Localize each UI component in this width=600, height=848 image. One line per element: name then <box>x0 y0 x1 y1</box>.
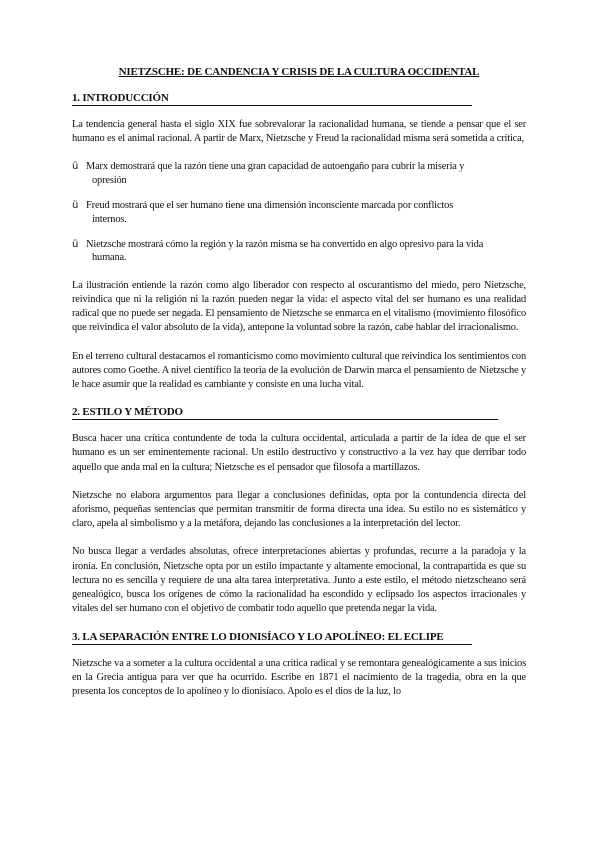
checkmark-bullet-icon: ü <box>72 161 79 173</box>
paragraph: Busca hacer una crítica contundente de toda la cultura occidental, articulada a partir de la idea de que el ser humano es un ser eminentemente racional. Un estilo destructivo y constructivo a la vez hay que derribar todo aquello que anda mal en la cultura; Nietzsche es el pensador que filosofa a martillazos. <box>72 433 526 473</box>
document-title: NIETZSCHE: DE CANDENCIA Y CRISIS DE LA CULTURA OCCIDENTAL <box>118 66 480 78</box>
paragraph: En el terreno cultural destacamos el romanticismo como movimiento cultural que reivindica los sentimientos con autores como Goethe. A nivel científico la teoría de la evolución de Darwin marca el pensamiento de Nietzsche y le hace asumir que la realidad es cambiante y consiste en una lucha vital. <box>72 350 526 391</box>
bullet-text: Nietzsche mostrará cómo la región y la razón misma se ha convertido en algo opresivo para la vida <box>86 239 484 251</box>
paragraph: La tendencia general hasta el siglo XIX fue sobrevalorar la racionalidad humana, se tiende a pensar que el ser humano es el animal racional. A partir de Marx, Nietzsche y Freud la racionalidad misma será sometida a crítica, <box>72 119 526 145</box>
bullet-text-cont: internos. <box>92 213 127 225</box>
checkmark-bullet-icon: ü <box>72 239 79 251</box>
section-heading-introduccion: 1. INTRODUCCIÓN <box>72 92 472 106</box>
paragraph: Nietzsche no elabora argumentos para llegar a conclusiones definidas, opta por la contundencia directa del aforismo, pequeñas sentencias que permitan transmitir de forma directa una idea. Su estilo no es sistemático y claro, apela al simbolismo y a la metáfora, dejando las conclusiones a la interpretación del lector. <box>72 489 526 530</box>
bullet-text: Marx demostrará que la razón tiene una gran capacidad de autoengaño para cubrir la miseria y <box>86 161 465 173</box>
list-item <box>72 160 526 187</box>
paragraph: Nietzsche va a someter a la cultura occidental a una crítica radical y se remontara genealógicamente a sus inicios en la Grecia antigua para ver que ha ocurrido. Escribe en 1871 el nacimiento de la tragedia, obra en la que presenta los conceptos de lo apolíneo y lo dionisíaco. Apolo es el dios de la luz, lo <box>72 657 526 697</box>
paragraph: La ilustración entiende la razón como algo liberador con respecto al oscurantismo del miedo, pero Nietzsche, reivindica que ni la religión ni la razón pueden negar la vida: el aspecto vital del ser humano es una realidad radical que no puede ser negada. El pensamiento de Nietzsche se enmarca en el vitalismo (movimiento filosófico que reivindica el valor absoluto de la vida), antepone la voluntad sobre la razón, cabe hablar del irracionalismo. <box>72 279 526 334</box>
bullet-list <box>72 160 526 264</box>
bullet-text: Freud mostrará que el ser humano tiene una dimensión inconsciente marcada por conflictos <box>86 200 454 212</box>
checkmark-bullet-icon: ü <box>72 200 79 212</box>
bullet-text-cont: opresión <box>92 174 127 186</box>
list-item <box>72 199 526 226</box>
bullet-text-cont: humana. <box>92 252 127 264</box>
list-item <box>72 238 526 265</box>
section-heading-dionisiaco-apolineo: 3. LA SEPARACIÓN ENTRE LO DIONISÍACO Y LO APOLÍNEO: EL ECLIPE <box>72 631 472 645</box>
section-heading-estilo-metodo: 2. ESTILO Y MÉTODO <box>72 406 498 420</box>
paragraph: No busca llegar a verdades absolutas, ofrece interpretaciones abiertas y profundas, recurre a la paradoja y la ironía. En conclusión, Nietzsche opta por un estilo impactante y altamente emocional, la contrapartida es que su lectura no es sencilla y requiere de una alta tarea interpretativa. Junto a este estilo, el método nietzscheano será genealógico, busca los orígenes de cómo la racionalidad ha escondido y eclipsado los aspectos irracionales y vitales del ser humano con el objetivo de combatir todo aquello que pretenda negar la vida. <box>72 546 526 615</box>
